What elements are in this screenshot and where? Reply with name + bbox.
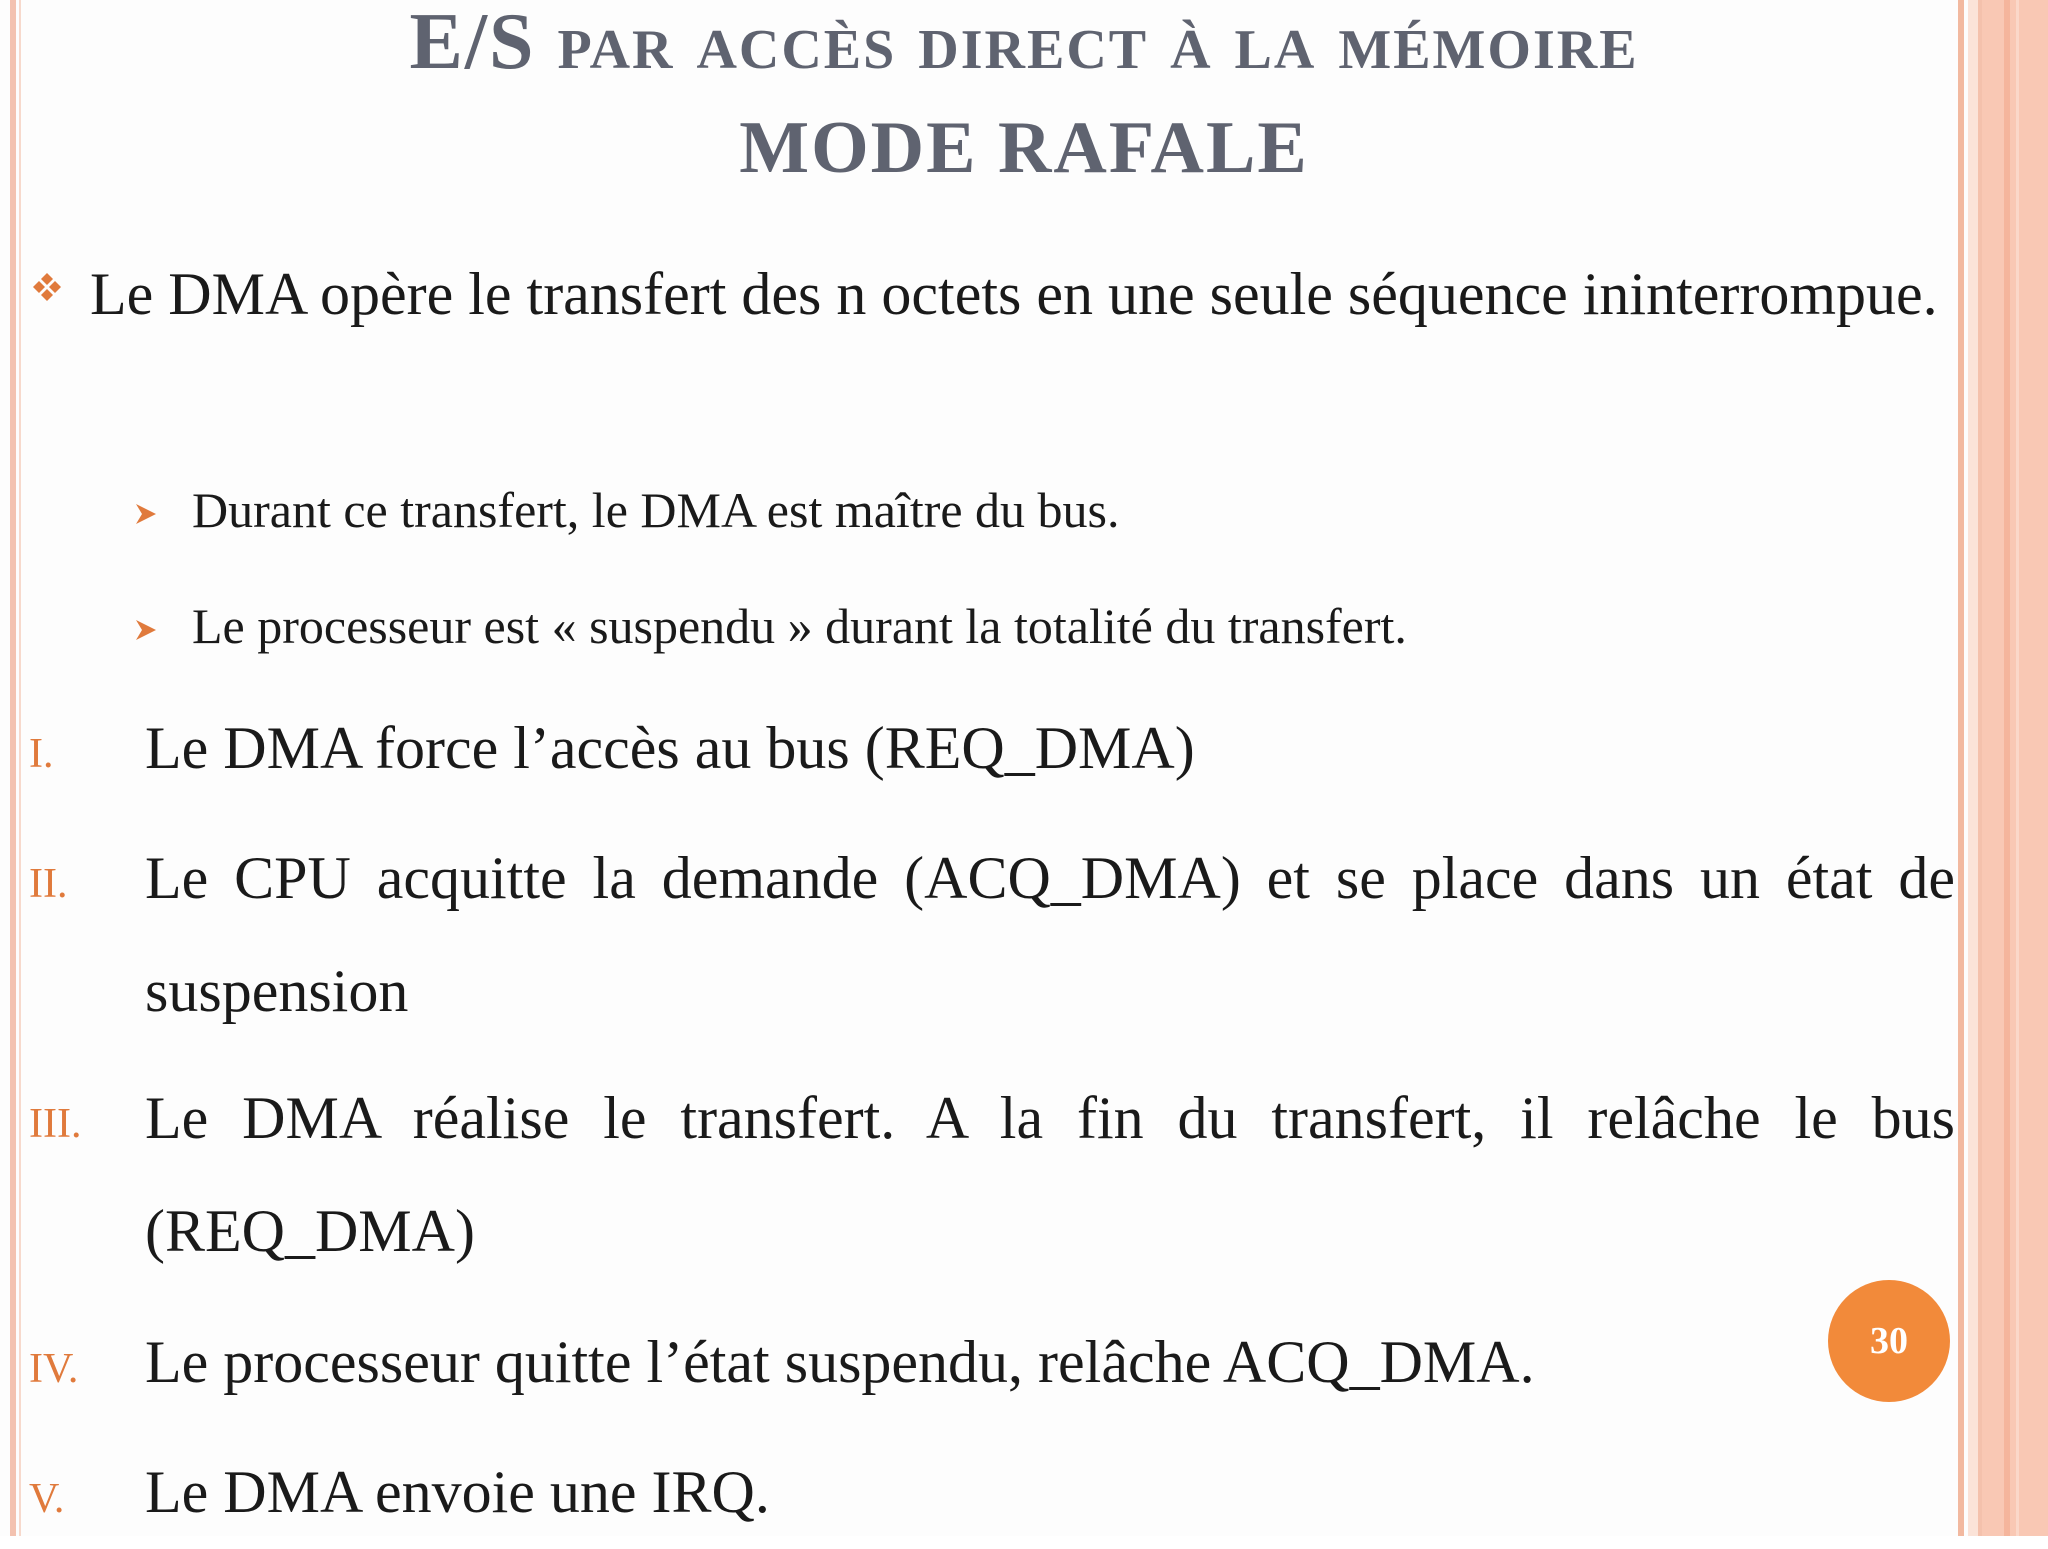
page-number-badge: 30	[1828, 1280, 1950, 1402]
step-number: IV.	[29, 1346, 79, 1392]
step-text: Le processeur quitte l’état suspendu, relâche ACQ_DMA.	[145, 1329, 1535, 1395]
sub-item: Durant ce transfert, le DMA est maître du bus.	[192, 482, 1120, 538]
left-border	[10, 0, 16, 1536]
left-border-inner	[19, 0, 21, 1536]
right-stripe	[2004, 0, 2010, 1536]
step-number: V.	[29, 1476, 65, 1522]
step-text: Le DMA réalise le transfert. A la fin du transfert, il relâche le bus (REQ_DMA)	[145, 1085, 1955, 1264]
step-text: Le CPU acquitte la demande (ACQ_DMA) et se place dans un état de suspension	[145, 845, 1955, 1024]
sub-item: Le processeur est « suspendu » durant la totalité du transfert.	[192, 598, 1407, 654]
intro-paragraph: Le DMA opère le transfert des n octets en une seule séquence ininterrompue.	[90, 261, 1938, 327]
step-number: I.	[29, 731, 54, 777]
right-stripe	[1958, 0, 1964, 1536]
right-stripe	[2016, 0, 2019, 1536]
right-stripe	[1968, 0, 1978, 1536]
slide-title: E/S par accès direct à la mémoire	[409, 0, 1639, 86]
slide-subtitle: MODE RAFALE	[739, 107, 1309, 189]
step-number: III.	[29, 1101, 82, 1147]
right-stripe	[1982, 0, 2048, 1536]
arrow-bullet-icon	[132, 616, 160, 644]
diamond-bullet-icon	[30, 270, 64, 304]
step-number: II.	[29, 861, 68, 907]
step-text: Le DMA force l’accès au bus (REQ_DMA)	[145, 715, 1195, 781]
arrow-bullet-icon	[132, 500, 160, 528]
step-text: Le DMA envoie une IRQ.	[145, 1459, 770, 1525]
